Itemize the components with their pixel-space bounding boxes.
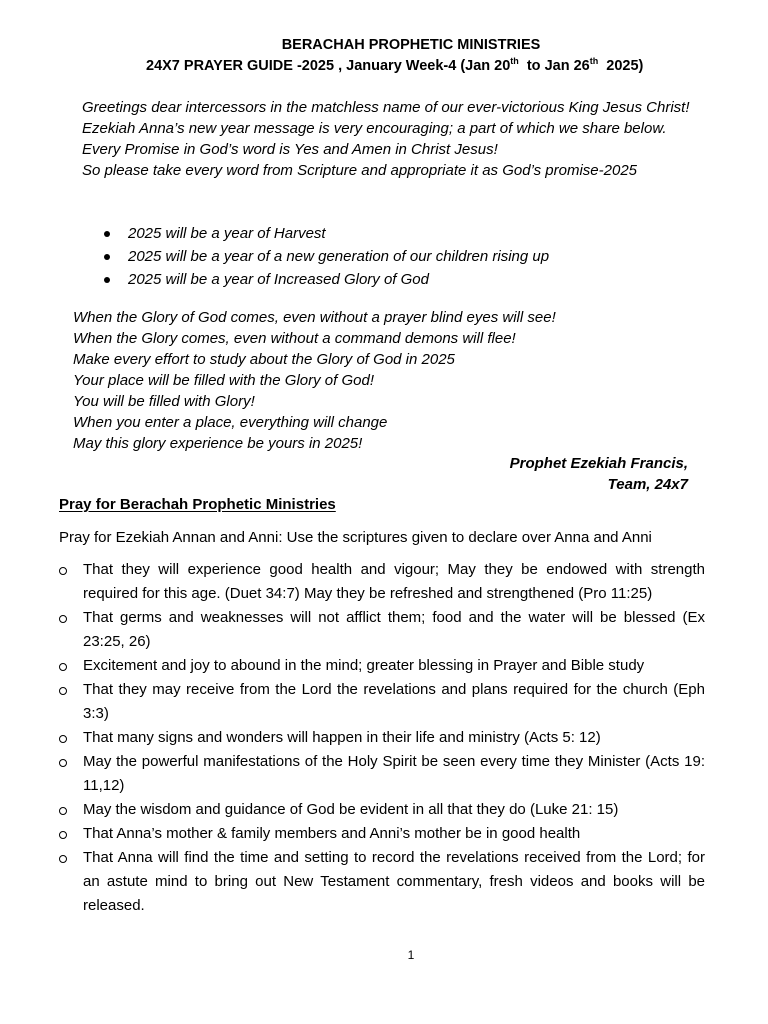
greeting-paragraph — [82, 97, 712, 181]
glory-line: Make every effort to study about the Glory of God in 2025 — [73, 351, 455, 368]
list-item — [59, 750, 705, 798]
ring-bullet-icon — [59, 663, 67, 671]
greeting-line: So please take every word from Scripture and appropriate it as God’s promise-2025 — [82, 162, 638, 179]
glory-line: When the Glory comes, even without a command demons will flee! — [73, 330, 516, 347]
list-item — [59, 654, 705, 678]
glory-line: May this glory experience be yours in 2025! — [73, 435, 363, 452]
list-item — [82, 245, 702, 268]
list-item-text: May the powerful manifestations of the Holy Spirit be seen every time they Minister (Acts 19: 11,12) — [83, 753, 705, 794]
list-item — [82, 268, 702, 291]
list-item-text: Excitement and joy to abound in the mind; greater blessing in Prayer and Bible study — [83, 657, 645, 674]
list-item-text: That Anna’s mother & family members and Anni’s mother be in good health — [83, 825, 581, 842]
list-item-text: That germs and weaknesses will not afflict them; food and the water will be blessed (Ex 23:25, 26) — [83, 609, 705, 650]
list-item — [59, 558, 705, 606]
bullet-icon — [104, 254, 110, 260]
ring-bullet-icon — [59, 615, 67, 623]
signature-team: Team, 24x7 — [607, 476, 688, 493]
guide-title — [146, 57, 643, 75]
bullet-icon — [104, 231, 110, 237]
list-item — [59, 678, 705, 726]
signature-name: Prophet Ezekiah Francis, — [509, 455, 688, 472]
glory-line: You will be filled with Glory! — [73, 393, 255, 410]
list-item-text: That they will experience good health and vigour; May they be endowed with strength required for this age. (Duet 34:7) May they be refreshed and strengthened (Pro 11:25) — [83, 561, 705, 602]
bullet-icon — [104, 277, 110, 283]
org-title: BERACHAH PROPHETIC MINISTRIES — [281, 37, 541, 53]
greeting-line: Every Promise in God’s word is Yes and Amen in Christ Jesus! — [82, 141, 498, 158]
list-item — [59, 822, 705, 846]
guide-title-prefix: 24X7 PRAYER GUIDE -2025 , January Week-4 (Jan 20 — [146, 58, 511, 74]
greeting-line: Greetings dear intercessors in the matchless name of our ever-victorious King Jesus Christ! Ezekiah Anna’s new year message is very encouraging; a part of which we share below. — [82, 99, 690, 137]
list-item — [59, 798, 705, 822]
ring-bullet-icon — [59, 807, 67, 815]
list-item — [59, 726, 705, 750]
guide-title-sup-1: th — [510, 56, 519, 67]
glory-line: Your place will be filled with the Glory of God! — [73, 372, 374, 389]
guide-title-sup-2: th — [589, 56, 599, 67]
section-intro: Pray for Ezekiah Annan and Anni: Use the scriptures given to declare over Anna and Anni — [59, 529, 652, 546]
list-item-text: That many signs and wonders will happen in their life and ministry (Acts 5: 12) — [83, 729, 601, 746]
list-item — [82, 222, 702, 245]
list-item-text: 2025 will be a year of a new generation of our children rising up — [128, 248, 550, 265]
ring-bullet-icon — [59, 735, 67, 743]
guide-title-suffix: 2025) — [598, 58, 644, 74]
page-number: 1 — [407, 948, 415, 962]
signature-block — [510, 453, 688, 495]
ring-bullet-icon — [59, 567, 67, 575]
prayer-points-list — [59, 558, 705, 918]
list-item-text: 2025 will be a year of Harvest — [128, 225, 326, 242]
ring-bullet-icon — [59, 759, 67, 767]
list-item-text: May the wisdom and guidance of God be evident in all that they do (Luke 21: 15) — [83, 801, 619, 818]
year-promises-list — [82, 222, 702, 291]
ring-bullet-icon — [59, 687, 67, 695]
list-item — [59, 846, 705, 918]
section-heading: Pray for Berachah Prophetic Ministries — [59, 496, 336, 513]
glory-line: When the Glory of God comes, even without a prayer blind eyes will see! — [73, 309, 556, 326]
list-item-text: 2025 will be a year of Increased Glory of God — [128, 271, 429, 288]
list-item-text: That they may receive from the Lord the revelations and plans required for the church (Eph 3:3) — [83, 681, 705, 722]
guide-title-mid: to Jan 26 — [518, 58, 590, 74]
list-item — [59, 606, 705, 654]
glory-message — [73, 307, 703, 454]
ring-bullet-icon — [59, 855, 67, 863]
list-item-text: That Anna will find the time and setting to record the revelations received from the Lord; for an astute mind to bring out New Testament commentary, fresh videos and books will be released. — [83, 849, 705, 914]
glory-line: When you enter a place, everything will change — [73, 414, 388, 431]
ring-bullet-icon — [59, 831, 67, 839]
